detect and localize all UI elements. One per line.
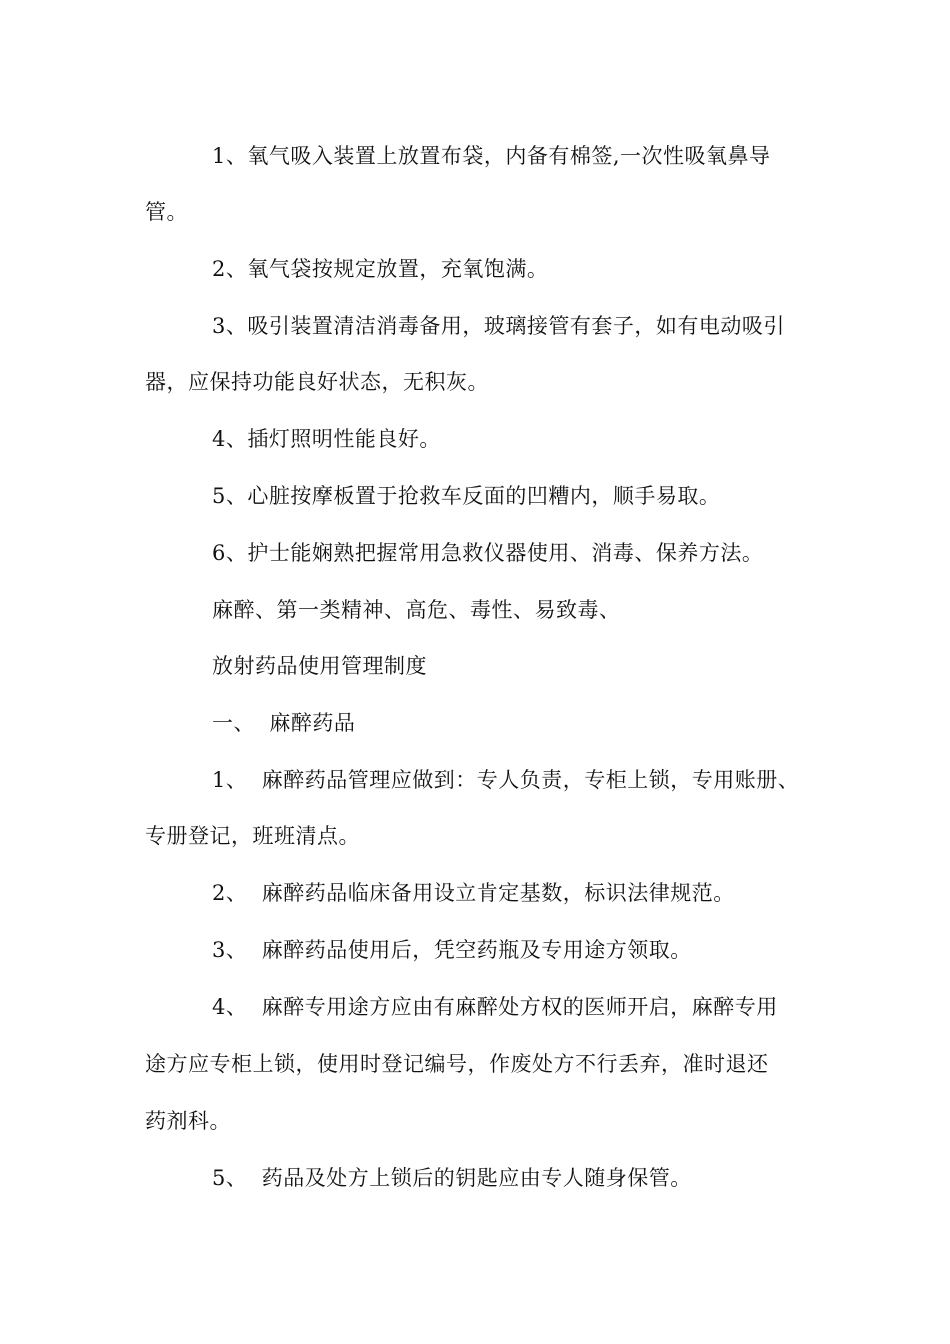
paragraph-line: 途方应专柜上锁，使用时登记编号，作废处方不行丢弃，准时退还 <box>145 1052 769 1076</box>
paragraph-line: 1、 麻醉药品管理应做到：专人负责，专柜上锁，专用账册、 <box>212 768 800 792</box>
paragraph-line: 器，应保持功能良好状态，无积灰。 <box>145 370 489 394</box>
paragraph-line: 1、氧气吸入装置上放置布袋，内备有棉签,一次性吸氧鼻导 <box>212 144 771 168</box>
paragraph-line: 2、氧气袋按规定放置，充氧饱满。 <box>212 257 549 281</box>
subsection-heading: 一、 麻醉药品 <box>212 711 356 735</box>
paragraph-line: 2、 麻醉药品临床备用设立肯定基数，标识法律规范。 <box>212 881 735 905</box>
paragraph-line: 6、护士能娴熟把握常用急救仪器使用、消毒、保养方法。 <box>212 541 764 565</box>
section-heading-line: 放射药品使用管理制度 <box>212 654 427 678</box>
paragraph-line: 管。 <box>145 200 188 224</box>
paragraph-line: 5、 药品及处方上锁后的钥匙应由专人随身保管。 <box>212 1166 692 1190</box>
paragraph-line: 3、 麻醉药品使用后，凭空药瓶及专用途方领取。 <box>212 938 692 962</box>
paragraph-line: 4、 麻醉专用途方应由有麻醉处方权的医师开启，麻醉专用 <box>212 995 778 1019</box>
paragraph-line: 药剂科。 <box>145 1109 231 1133</box>
paragraph-line: 专册登记，班班清点。 <box>145 824 360 848</box>
section-heading-line: 麻醉、第一类精神、高危、毒性、易致毒、 <box>212 598 621 622</box>
paragraph-line: 5、心脏按摩板置于抢救车反面的凹糟内，顺手易取。 <box>212 484 721 508</box>
paragraph-line: 4、插灯照明性能良好。 <box>212 427 441 451</box>
paragraph-line: 3、吸引装置清洁消毒备用，玻璃接管有套子，如有电动吸引 <box>212 314 785 338</box>
